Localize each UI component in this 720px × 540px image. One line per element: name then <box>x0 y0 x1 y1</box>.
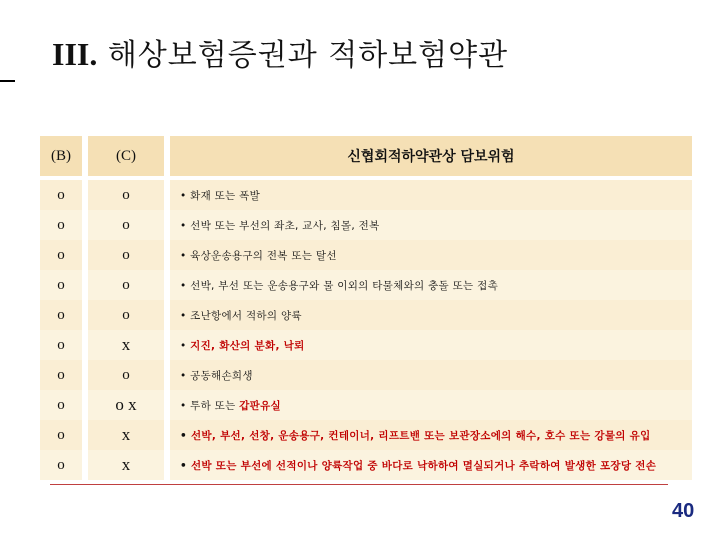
coverage-text <box>180 278 498 293</box>
header-coverage: 신협회적하약관상 담보위험 <box>170 136 692 176</box>
cell-b: ο <box>40 180 82 210</box>
table-row <box>40 390 692 420</box>
cell-c: ο <box>88 270 164 300</box>
text-segment: • 조난항에서 적하의 양륙 <box>180 309 302 322</box>
header-c: (C) <box>88 136 164 176</box>
table-header-row <box>40 136 692 180</box>
coverage-text <box>180 248 337 263</box>
cell-b: ο <box>40 360 82 390</box>
coverage-text <box>180 428 651 443</box>
text-segment: • 화재 또는 폭발 <box>180 189 261 202</box>
cell-coverage <box>170 360 692 390</box>
coverage-text <box>180 458 656 473</box>
table-body <box>40 180 692 480</box>
table-row <box>40 270 692 300</box>
section-number: III. <box>52 36 98 72</box>
table-row <box>40 330 692 360</box>
coverage-text <box>180 218 380 233</box>
cell-b: ο <box>40 300 82 330</box>
table-row <box>40 240 692 270</box>
highlighted-text: 갑판유실 <box>239 399 281 412</box>
bottom-rule <box>50 484 668 485</box>
cell-b: ο <box>40 330 82 360</box>
coverage-text <box>180 338 305 353</box>
table-row <box>40 450 692 480</box>
text-segment: • <box>180 339 191 352</box>
text-segment: • <box>180 429 191 442</box>
highlighted-text: 선박 또는 부선에 선적이나 양륙작업 중 바다로 낙하하여 멸실되거나 추락하여 발생한 포장당 전손 <box>190 459 657 472</box>
coverage-text <box>180 368 253 383</box>
text-segment: • 선박, 부선 또는 운송용구와 물 이외의 타물체와의 충돌 또는 접촉 <box>180 279 499 292</box>
cell-c: x <box>88 330 164 360</box>
table-row <box>40 420 692 450</box>
cell-coverage <box>170 240 692 270</box>
cell-coverage <box>170 270 692 300</box>
header-b: (B) <box>40 136 82 176</box>
page-title <box>52 30 508 74</box>
cell-c: x <box>88 450 164 480</box>
highlighted-text: 지진, 화산의 분화, 낙뢰 <box>190 339 305 352</box>
cell-coverage <box>170 330 692 360</box>
section-title: 해상보험증권과 적하보험약관 <box>107 38 509 73</box>
cell-b: ο <box>40 210 82 240</box>
cell-coverage <box>170 210 692 240</box>
text-segment: • 선박 또는 부선의 좌초, 교사, 침몰, 전복 <box>180 219 380 232</box>
text-segment: • 육상운송용구의 전복 또는 탈선 <box>180 249 337 262</box>
cell-c: ο x <box>88 390 164 420</box>
cell-coverage <box>170 390 692 420</box>
coverage-table <box>40 136 692 480</box>
coverage-text <box>180 308 302 323</box>
cell-c: x <box>88 420 164 450</box>
table-row <box>40 360 692 390</box>
table-row <box>40 210 692 240</box>
cell-c: ο <box>88 300 164 330</box>
cell-b: ο <box>40 450 82 480</box>
text-segment: • 투하 또는 <box>180 399 240 412</box>
table-row <box>40 300 692 330</box>
page-number: 40 <box>672 500 695 522</box>
title-rule <box>0 80 15 82</box>
coverage-text <box>180 188 260 203</box>
cell-coverage <box>170 450 692 480</box>
coverage-text <box>180 398 281 413</box>
text-segment: • <box>180 459 191 472</box>
cell-coverage <box>170 420 692 450</box>
cell-b: ο <box>40 420 82 450</box>
cell-coverage <box>170 180 692 210</box>
cell-c: ο <box>88 240 164 270</box>
cell-c: ο <box>88 210 164 240</box>
cell-b: ο <box>40 390 82 420</box>
highlighted-text: 선박, 부선, 선창, 운송용구, 컨테이너, 리프트밴 또는 보관장소에의 해수, 호수 또는 강물의 유입 <box>190 429 651 442</box>
cell-coverage <box>170 300 692 330</box>
cell-c: ο <box>88 360 164 390</box>
cell-b: ο <box>40 270 82 300</box>
cell-b: ο <box>40 240 82 270</box>
cell-c: ο <box>88 180 164 210</box>
table-row <box>40 180 692 210</box>
text-segment: • 공동해손희생 <box>180 369 253 382</box>
